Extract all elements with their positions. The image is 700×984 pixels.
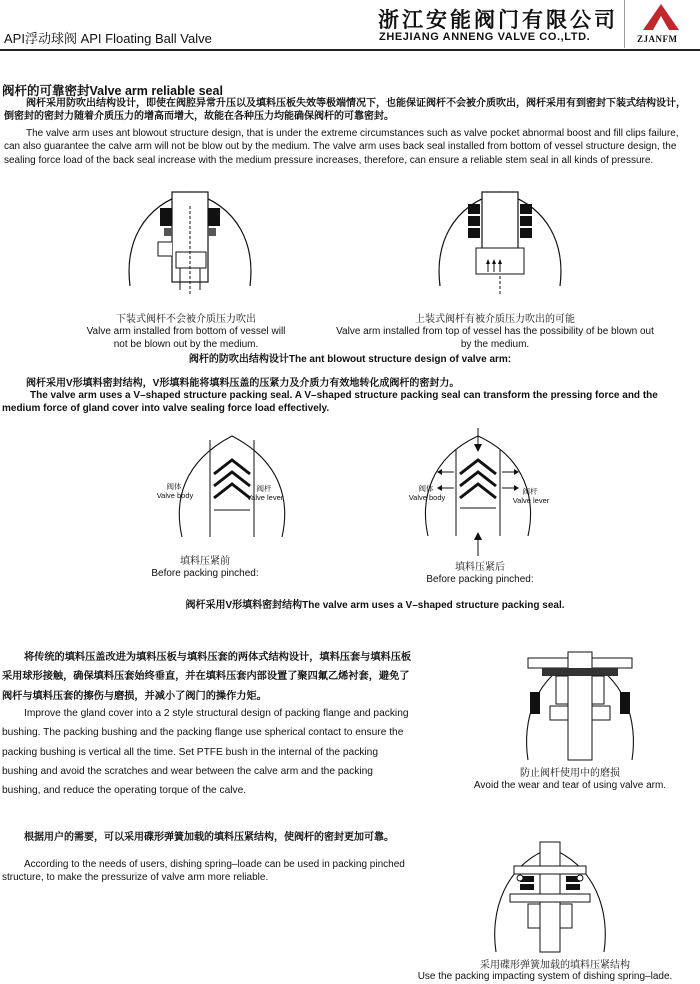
spring-caption-en: Use the packing impacting system of dishing spring–lade. <box>417 971 673 982</box>
valve-lever-label-en: Valve lever <box>246 493 284 502</box>
company-name-cn: 浙江安能阀门有限公司 <box>378 9 618 32</box>
gland-structure-drawing <box>520 652 640 762</box>
spring-paragraph-en: According to the needs of users, dishing spring–loade can be used in packing pinched structure, to make the pressurize of valve arm more reliable. <box>2 859 405 884</box>
paragraph-en: The valve arm uses ant blowout structure design, that is under the extreme circumstances such as valve pocket abnormal boost and fill clips failure, can also guarantee the calve arm will not be blow out by the medium. The valve arm uses back seal installed from bottom of vessel structure design, the sealing force load of the back seal increase with the medium pressure increases, therefore, can ensure a reliable stem seal in all kinds of pressure. <box>4 128 679 166</box>
gland-caption-en: Avoid the wear and tear of using valve arm. <box>473 780 667 791</box>
vpacking-left-caption-cn: 填料压紧前 <box>180 556 230 567</box>
valve-body-label-en-2: Valve body <box>408 493 446 502</box>
vpacking-paragraph-cn: 阀杆采用V形填料密封结构，V形填料能将填料压盖的压紧力及介质力有效地转化成阀杆的密封力。 <box>26 378 460 389</box>
gland-paragraph-cn: 将传统的填料压盖改进为填料压板与填料压套的两体式结构设计，填料压套与填料压板采用球形接触，确保填料压套始终垂直，并在填料压套内部设置了聚四氟乙烯衬套，避免了阀杆与填料压套的擦伤与磨损，并减小了阀门的操作力矩。 <box>2 652 412 702</box>
valve-body-label-cn: 阀体 <box>166 482 182 491</box>
vpacking-left-caption-en: Before packing pinched: <box>151 568 259 579</box>
figure-caption-right-cn: 上装式阀杆有被介质压力吹出的可能 <box>415 314 575 325</box>
paragraph-cn: 阀杆采用防吹出结构设计，即使在阀腔异常升压以及填料压板失效等极端情况下，也能保证阀杆不会被介质吹出，阀杆采用有到密封下装式结构设计，倒密封的密封力随着介质压力的增高而增大，故能在各种压力均能确保阀杆的可靠密封。 <box>4 98 686 123</box>
spring-caption-cn: 采用碟形弹簧加载的填料压紧结构 <box>480 960 630 971</box>
gland-caption-cn: 防止阀杆使用中的磨损 <box>520 768 620 779</box>
top-entry-stem-drawing <box>430 186 570 296</box>
vpacking-right-caption-cn: 填料压紧后 <box>455 562 505 573</box>
company-name-en: ZHEJIANG ANNENG VALVE CO.,LTD. <box>379 31 591 43</box>
section-title: 阀杆的可靠密封Valve arm reliable seal <box>2 84 223 98</box>
logo-text: ZJANFM <box>637 34 678 44</box>
figure-caption-right-en: Valve arm installed from top of vessel has the possibility of be blown out by the medium. <box>336 326 654 350</box>
vpacking-right-caption-en: Before packing pinched: <box>426 574 534 585</box>
header-rule <box>0 49 700 51</box>
valve-body-label-cn-2: 阀体 <box>418 484 434 493</box>
bottom-entry-stem-drawing <box>120 186 260 296</box>
valve-body-label-en: Valve body <box>156 491 194 500</box>
valve-lever-label-cn-2: 阀杆 <box>522 487 538 496</box>
gland-paragraph-en: Improve the gland cover into a 2 style structural design of packing flange and packing bushing. The packing bushing and the packing flange use spherical contact to ensure the packing bushing is vertical all the time. Set PTFE bush in the internal of the packing bushing and avoid the scratches and wear between the calve arm and the packing bushing, and reduce the operating torque of the calve. <box>2 708 409 797</box>
figure-caption-left-cn: 下装式阀杆不会被介质压力吹出 <box>116 314 256 325</box>
figure-caption-left-en: Valve arm installed from bottom of vessel will not be blown out by the medium. <box>86 326 286 350</box>
vpacking-paragraph-en: The valve arm uses a V–shaped structure packing seal. A V–shaped structure packing seal can transform the pressing force and the medium force of gland cover into valve sealing force load effectively. <box>2 390 658 415</box>
blowout-design-caption: 阀杆的防吹出结构设计The ant blowout structure design of valve arm: <box>188 354 512 365</box>
page-header-title: API浮动球阀 API Floating Ball Valve <box>4 31 212 46</box>
vpacking-caption: 阀杆采用V形填料密封结构The valve arm uses a V–shaped structure packing seal. <box>185 600 565 611</box>
valve-lever-label-cn: 阀杆 <box>256 484 272 493</box>
valve-lever-label-en-2: Valve lever <box>512 496 550 505</box>
company-logo <box>641 2 681 32</box>
spring-paragraph-cn: 根据用户的需要，可以采用碟形弹簧加载的填料压紧结构，使阀杆的密封更加可靠。 <box>24 832 394 843</box>
disc-spring-drawing <box>490 842 610 952</box>
